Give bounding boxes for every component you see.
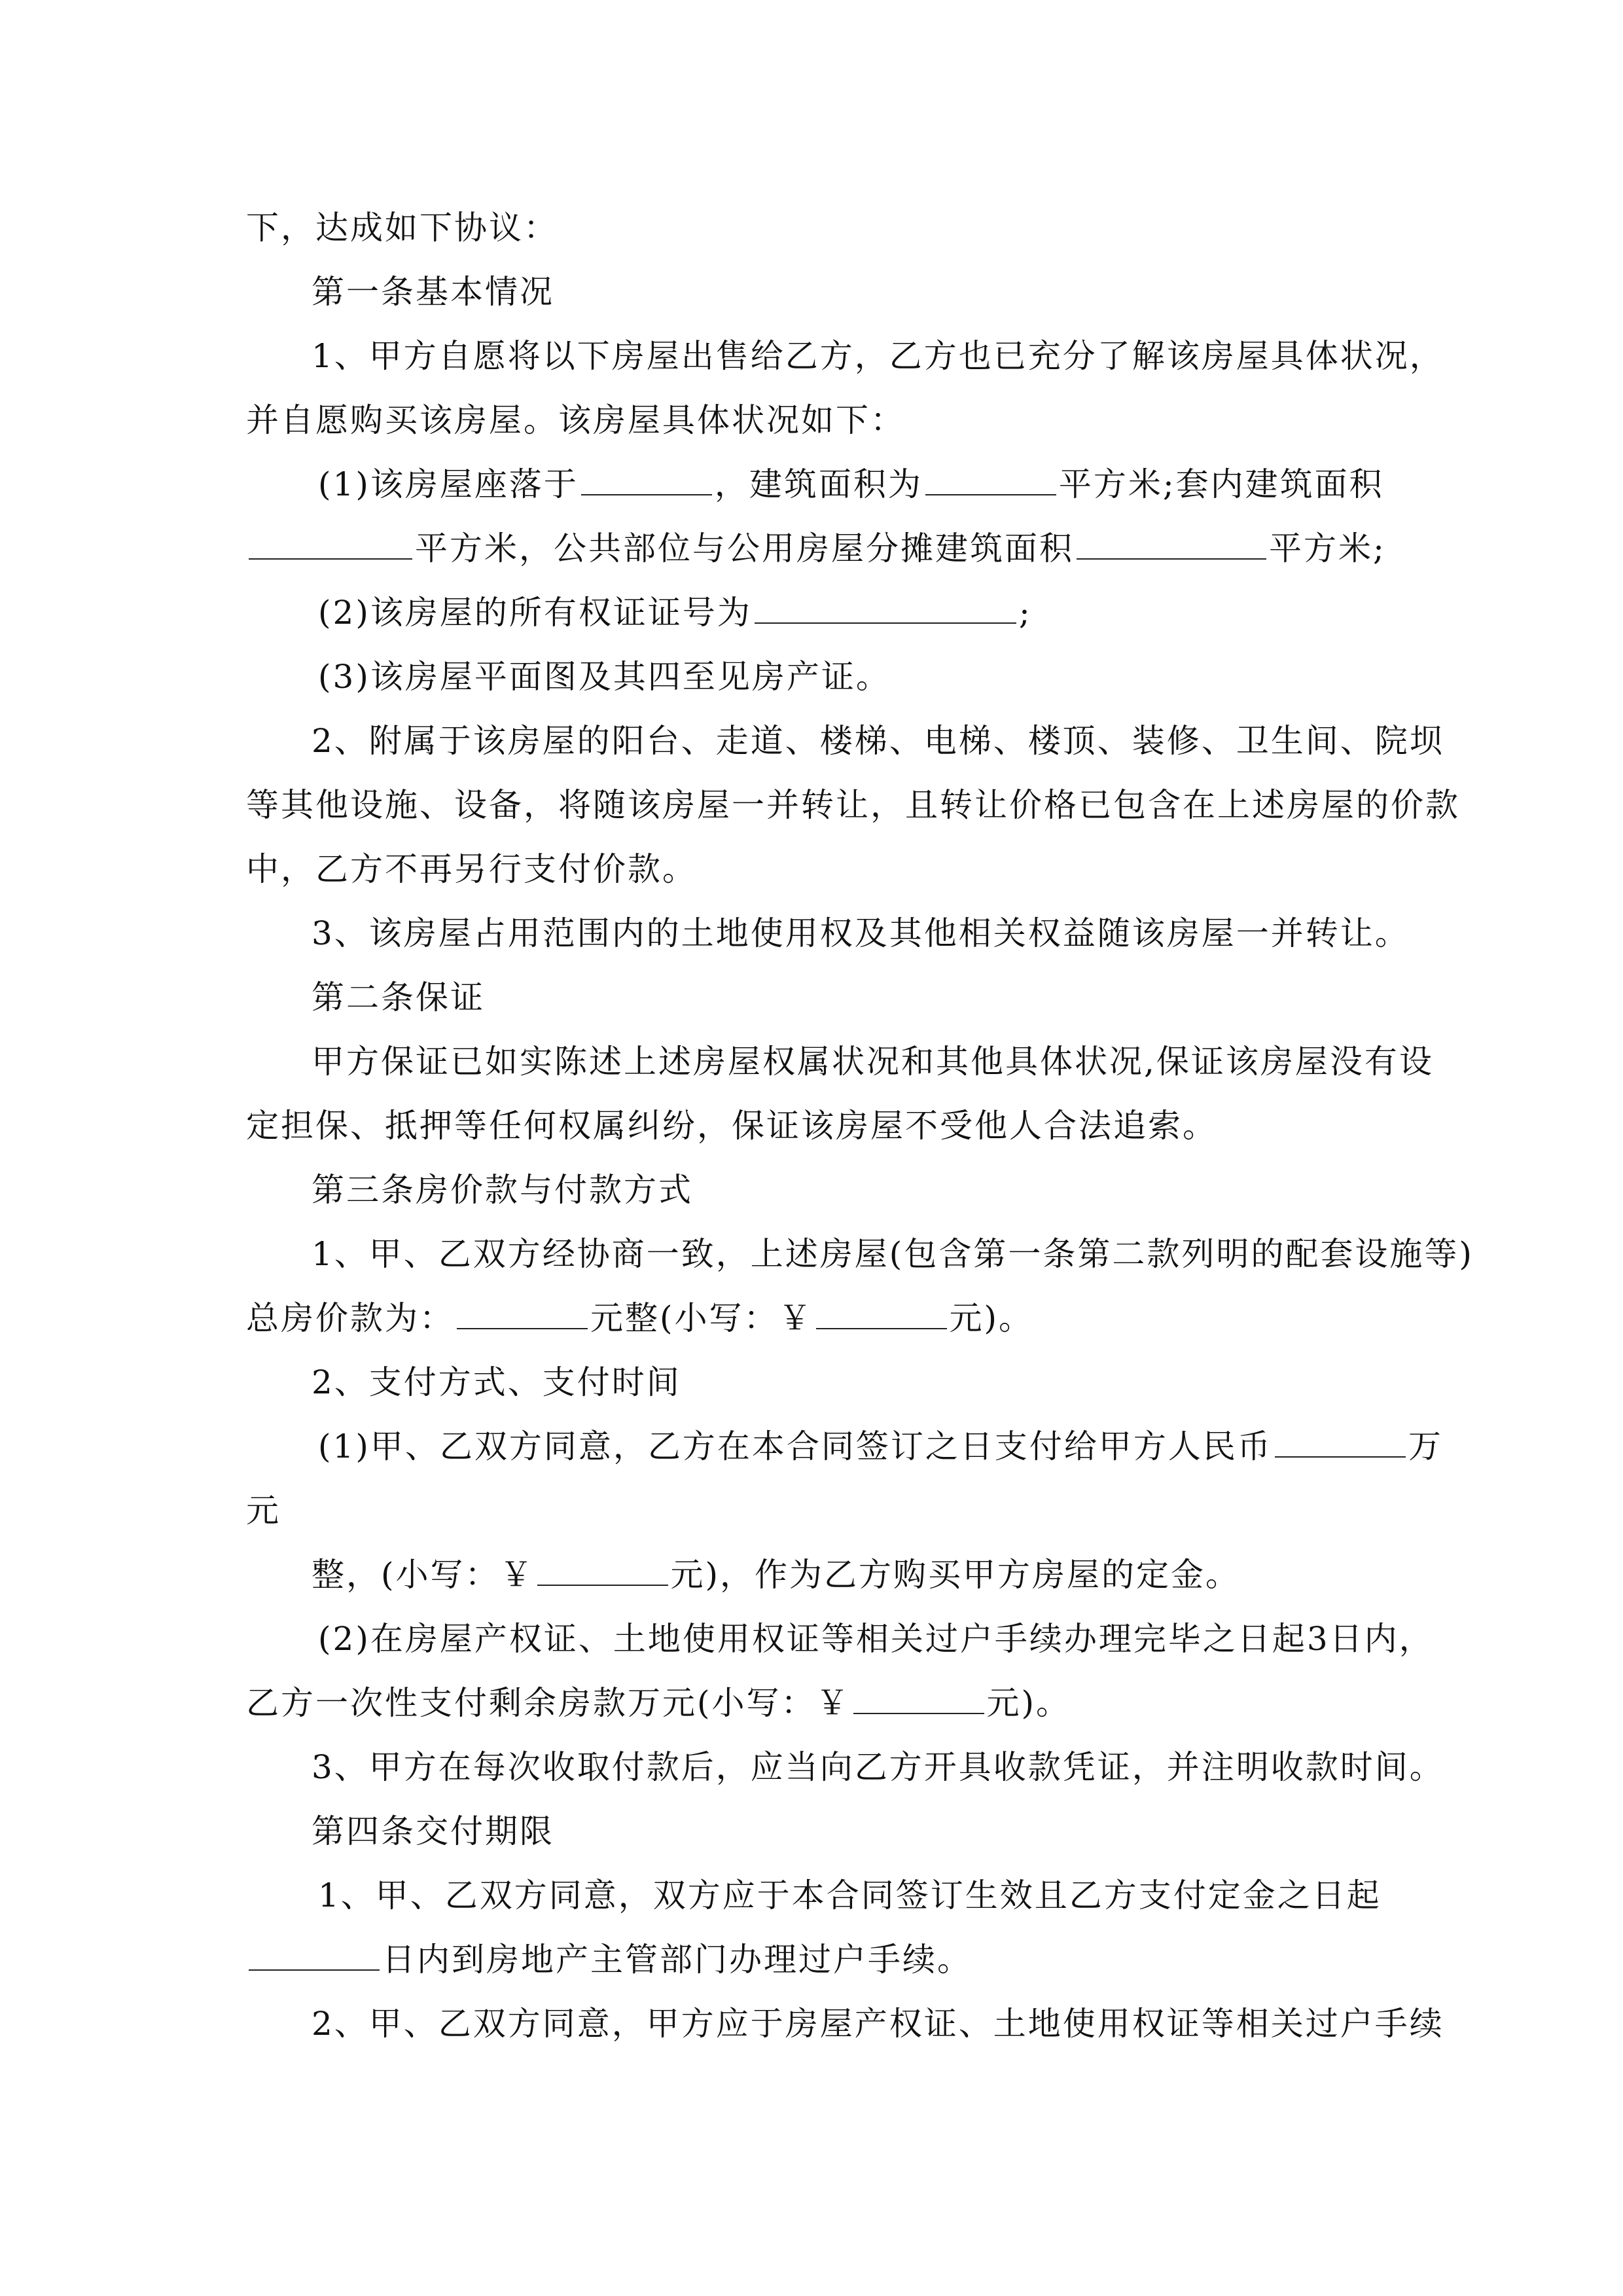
text-segment: ，建筑面积为 — [714, 465, 923, 503]
text-line: 并自愿购买该房屋。该房屋具体状况如下： — [246, 401, 905, 439]
text-segment: (1)该房屋座落于 — [318, 465, 579, 503]
fill-in-blank — [1077, 529, 1266, 560]
text-segment: 平方米;套内建筑面积 — [1058, 465, 1384, 503]
section-heading: 第一条基本情况 — [312, 273, 554, 311]
fill-in-blank — [457, 1299, 588, 1329]
text-segment: 整，(小写：￥ — [312, 1556, 535, 1594]
text-line: 定担保、抵押等任何权属纠纷，保证该房屋不受他人合法追索。 — [246, 1107, 1217, 1145]
text-line — [318, 593, 1378, 632]
text-line: 1、甲、乙双方同意，双方应于本合同签订生效且乙方支付定金之日起 — [318, 1876, 1382, 1914]
text-line: 2、甲、乙双方同意，甲方应于房屋产权证、土地使用权证等相关过户手续 — [312, 2005, 1444, 2043]
text-line: 元 — [246, 1492, 281, 1530]
text-line — [318, 465, 1384, 504]
text-line: 甲方保证已如实陈述上述房屋权属状况和其他具体状况,保证该房屋没有设 — [312, 1043, 1434, 1081]
text-line: 下，达成如下协议： — [246, 209, 558, 247]
text-line: 2、附属于该房屋的阳台、走道、楼梯、电梯、楼顶、装修、卫生间、院坝 — [312, 722, 1444, 760]
fill-in-blank — [249, 1941, 380, 1971]
text-segment: 元)，作为乙方购买甲方房屋的定金。 — [670, 1556, 1241, 1594]
fill-in-blank — [816, 1299, 947, 1329]
fill-in-blank — [581, 465, 712, 495]
text-line: 2、支付方式、支付时间 — [312, 1363, 681, 1401]
fill-in-blank — [755, 594, 1016, 624]
text-line: 中，乙方不再另行支付价款。 — [246, 850, 697, 888]
fill-in-blank — [925, 465, 1056, 495]
text-segment: 总房价款为： — [246, 1299, 454, 1337]
fill-in-blank — [853, 1684, 984, 1714]
text-segment: (2)该房屋的所有权证证号为 — [318, 594, 752, 632]
text-line — [246, 1299, 1378, 1338]
text-line: (3)该房屋平面图及其四至见房产证。 — [318, 658, 891, 696]
text-line: (2)在房屋产权证、土地使用权证等相关过户手续办理完毕之日起3日内， — [318, 1620, 1434, 1658]
text-line: 1、甲方自愿将以下房屋出售给乙方，乙方也已充分了解该房屋具体状况， — [312, 337, 1444, 375]
text-segment: 日内到房地产主管部门办理过户手续。 — [382, 1941, 972, 1979]
fill-in-blank — [249, 529, 412, 560]
text-segment: 平方米; — [1269, 529, 1386, 567]
text-line — [246, 1940, 1378, 1979]
text-segment: 平方米，公共部位与公用房屋分摊建筑面积 — [415, 529, 1074, 567]
text-segment: 万 — [1408, 1427, 1443, 1465]
fill-in-blank — [537, 1556, 668, 1586]
text-line — [312, 1555, 1378, 1594]
text-line: 3、甲方在每次收取付款后，应当向乙方开具收款凭证，并注明收款时间。 — [312, 1748, 1444, 1786]
section-heading: 第四条交付期限 — [312, 1812, 554, 1850]
text-segment: 元)。 — [949, 1299, 1034, 1337]
text-line — [246, 529, 1386, 568]
fill-in-blank — [1275, 1427, 1406, 1458]
text-segment: ; — [1018, 594, 1032, 632]
text-segment: 乙方一次性支付剩余房款万元(小写：￥ — [246, 1684, 851, 1722]
text-segment: (1)甲、乙双方同意，乙方在本合同签订之日支付给甲方人民币 — [318, 1427, 1272, 1465]
text-line — [318, 1427, 1443, 1466]
section-heading: 第二条保证 — [312, 978, 485, 1016]
text-line: 等其他设施、设备，将随该房屋一并转让，且转让价格已包含在上述房屋的价款 — [246, 786, 1460, 824]
section-heading: 第三条房价款与付款方式 — [312, 1171, 693, 1209]
text-line — [246, 1683, 1378, 1723]
text-line: 1、甲、乙双方经协商一致，上述房屋(包含第一条第二款列明的配套设施等) — [312, 1235, 1474, 1273]
text-segment: 元)。 — [986, 1684, 1071, 1722]
text-line: 3、该房屋占用范围内的土地使用权及其他相关权益随该房屋一并转让。 — [312, 914, 1410, 952]
text-segment: 元整(小写：￥ — [590, 1299, 813, 1337]
